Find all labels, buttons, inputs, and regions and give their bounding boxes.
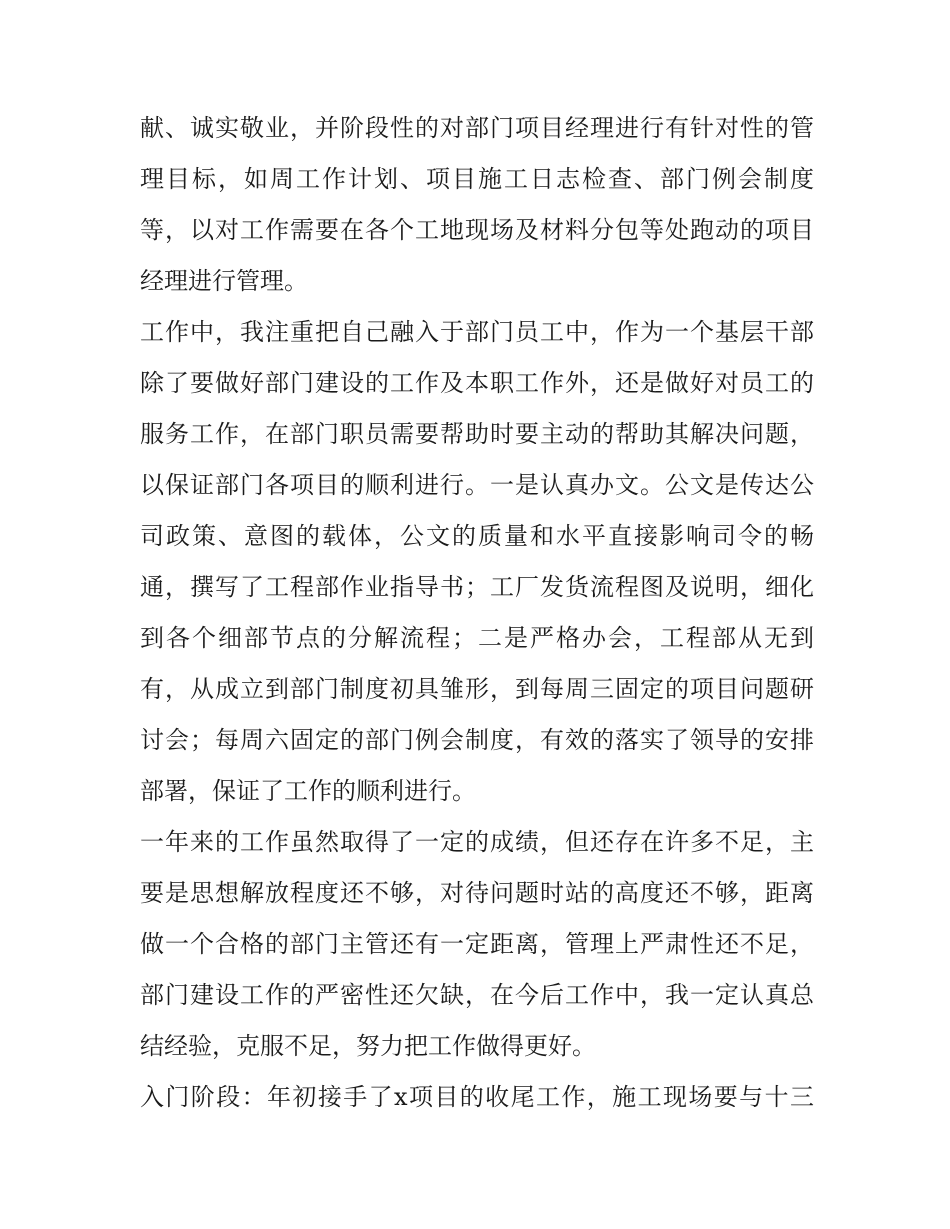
document-body bbox=[140, 103, 814, 1123]
text-line: 一年来的工作虽然取得了一定的成绩，但还存在许多不足，主 bbox=[140, 828, 814, 856]
text-line: 等，以对工作需要在各个工地现场及材料分包等处跑动的项目 bbox=[140, 216, 814, 244]
text-line: 理目标，如周工作计划、项目施工日志检查、部门例会制度 bbox=[140, 165, 814, 193]
paragraph-2 bbox=[140, 307, 814, 817]
text-line: 到各个细部节点的分解流程；二是严格办会，工程部从无到 bbox=[140, 624, 814, 652]
text-line: 要是思想解放程度还不够，对待问题时站的高度还不够，距离 bbox=[140, 879, 814, 907]
text-line: 服务工作，在部门职员需要帮助时要主动的帮助其解决问题， bbox=[140, 420, 814, 448]
text-line: 结经验，克服不足，努力把工作做得更好。 bbox=[140, 1032, 596, 1060]
text-line: 部门建设工作的严密性还欠缺，在今后工作中，我一定认真总 bbox=[140, 981, 814, 1009]
text-line: 通，撰写了工程部作业指导书；工厂发货流程图及说明，细化 bbox=[140, 573, 814, 601]
text-line: 以保证部门各项目的顺利进行。一是认真办文。公文是传达公 bbox=[140, 471, 814, 499]
text-line: 工作中，我注重把自己融入于部门员工中，作为一个基层干部 bbox=[140, 318, 814, 346]
text-line: 入门阶段：年初接手了x项目的收尾工作，施工现场要与十三 bbox=[140, 1083, 814, 1111]
text-line: 司政策、意图的载体，公文的质量和水平直接影响司令的畅 bbox=[140, 522, 814, 550]
text-line: 讨会；每周六固定的部门例会制度，有效的落实了领导的安排 bbox=[140, 726, 814, 754]
text-line: 除了要做好部门建设的工作及本职工作外，还是做好对员工的 bbox=[140, 369, 814, 397]
paragraph-3 bbox=[140, 817, 814, 1072]
text-line: 做一个合格的部门主管还有一定距离，管理上严肃性还不足， bbox=[140, 930, 814, 958]
text-line: 有，从成立到部门制度初具雏形，到每周三固定的项目问题研 bbox=[140, 675, 814, 703]
paragraph-4 bbox=[140, 1072, 814, 1123]
text-line: 部署，保证了工作的顺利进行。 bbox=[140, 777, 476, 805]
paragraph-1 bbox=[140, 103, 814, 307]
text-line: 经理进行管理。 bbox=[140, 267, 308, 295]
text-line: 献、诚实敬业，并阶段性的对部门项目经理进行有针对性的管 bbox=[140, 114, 814, 142]
